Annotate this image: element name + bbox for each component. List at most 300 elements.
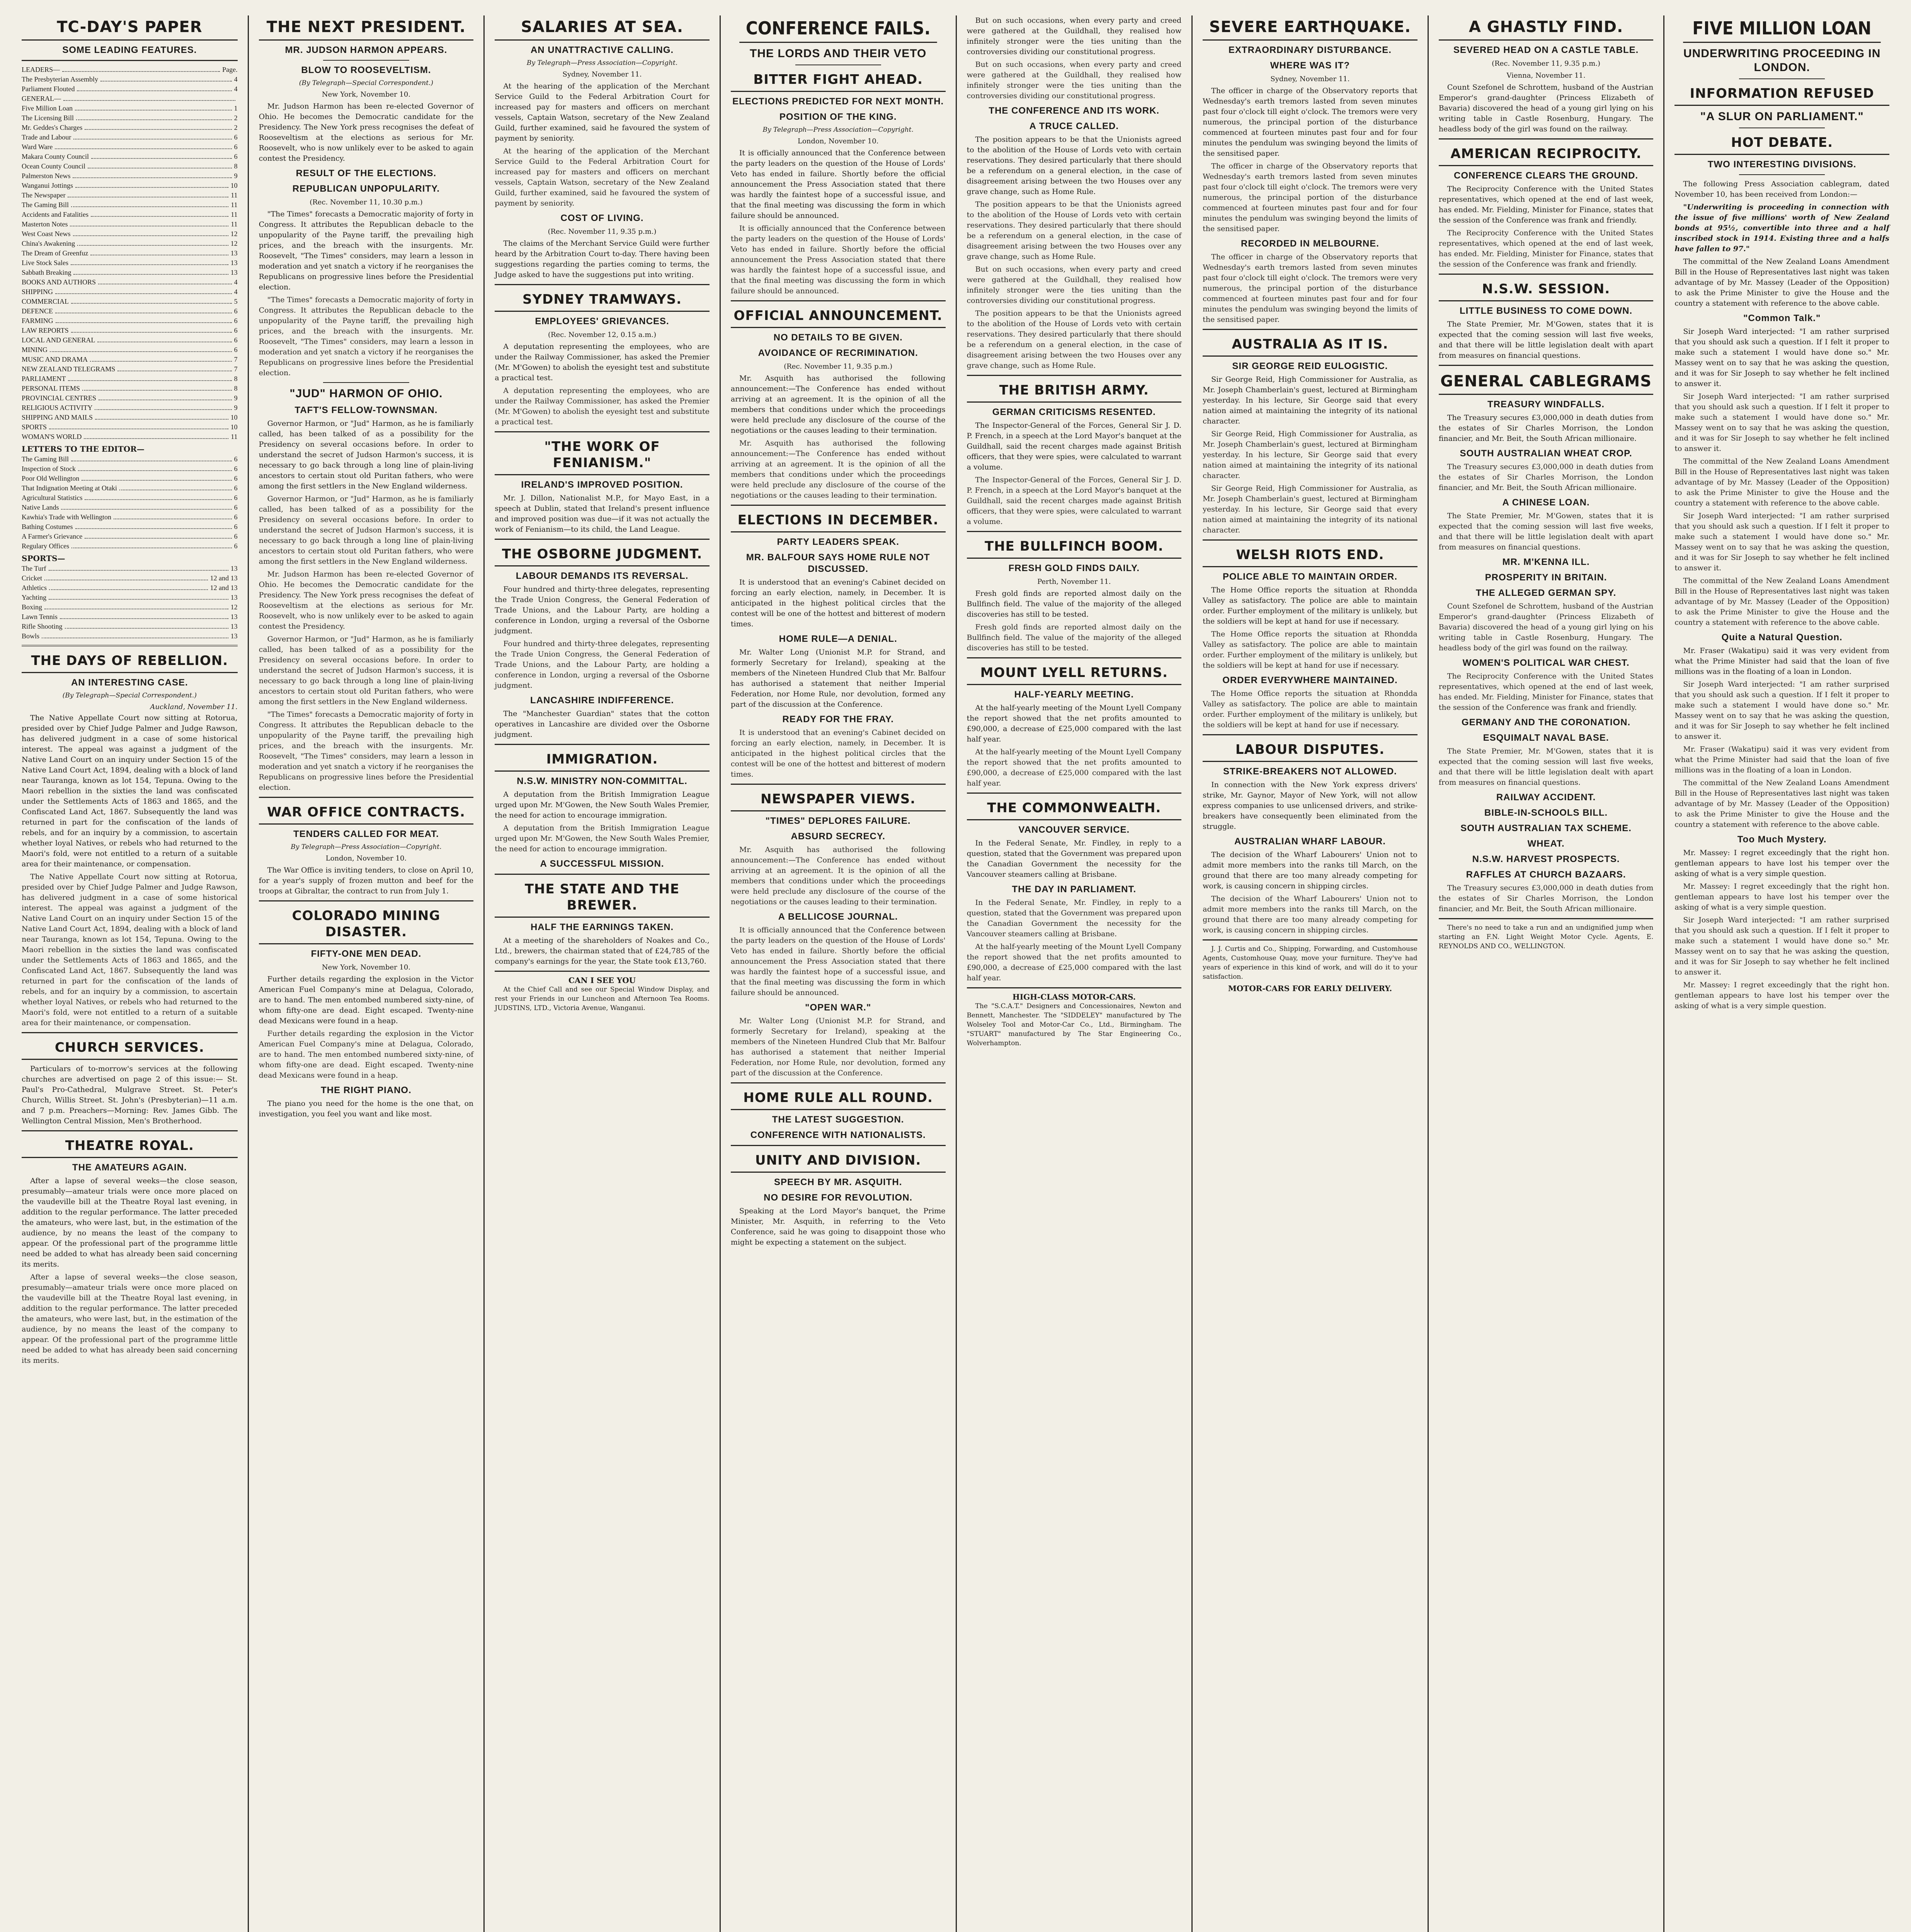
theatre-article-cont: After a lapse of several weeks—the close season, presumably—amateur trials were once more placed on the vaudeville bill at the Theatre Royal last evening, in addition to the regular performance. The latter preceded the amateurs, who were last, but, in the estimation of the audience, by no means the least of the company to appear. Of the professional part of the programme little need be added to what has already been said concerning its merits. xyxy=(22,1273,238,1365)
index-row xyxy=(22,239,238,248)
ghastly-sub: SEVERED HEAD ON A CASTLE TABLE. xyxy=(1453,45,1639,55)
index-page: 2 xyxy=(234,114,238,122)
index-label: SPORTS xyxy=(22,423,47,431)
lyell-sub: HALF-YEARLY MEETING. xyxy=(1014,689,1134,700)
index-label: Live Stock Sales xyxy=(22,259,68,267)
army-text-cont: The Inspector-General of the Forces, General Sir J. D. P. French, in a speech at the Lord Mayor's banquet at the Guildhall, said the recent charges made against British officers, that they were spies, were calculated to warrant a volume. xyxy=(967,476,1182,526)
elections-sub: PARTY LEADERS SPEAK. xyxy=(777,537,899,547)
index-row xyxy=(22,532,238,541)
curtis-ad: J. J. Curtis and Co., Shipping, Forwarding, and Customhouse Agents, Customhouse Quay, move your furniture. They've had years of experience in this kind of work, and will do it to your satisfaction. xyxy=(1203,945,1418,981)
index-row xyxy=(22,393,238,403)
index-row xyxy=(22,602,238,612)
leader-dots xyxy=(75,181,228,188)
colorado-text: Further details regarding the explosion in the Victor American Fuel Company's mine at Delagua, Colorado, are to hand. The men entombed numbered sixty-nine, of whom fifty-one are dead. Eight escaped. Twenty-nine dead Mexicans were found in a heap. xyxy=(259,975,474,1025)
loan-text-3-cont-2: Mr. Fraser (Wakatipu) said it was very evident from what the Prime Minister had said that the loan of five millions was in the floating of a loan in London. xyxy=(1674,745,1889,774)
esq-text: The State Premier, Mr. M'Gowen, states that it is expected that the coming session will last five weeks, and that there will be little legislation dealt with apart from measures on financial questions. xyxy=(1438,747,1654,787)
index-page: 4 xyxy=(234,288,238,296)
loan-sub-3: "A SLUR ON PARLIAMENT." xyxy=(1700,110,1864,123)
leader-dots xyxy=(71,297,232,304)
salaries-sub: AN UNATTRACTIVE CALLING. xyxy=(530,45,674,55)
leader-dots xyxy=(71,326,232,333)
loan-sub-1: UNDERWRITING PROCEEDING IN LONDON. xyxy=(1683,47,1881,74)
index-row xyxy=(22,403,238,413)
index-page: 13 xyxy=(230,249,238,257)
index-row xyxy=(22,493,238,503)
conference-byline: By Telegraph—Press Association—Copyright. xyxy=(762,126,914,134)
index-page: 6 xyxy=(234,494,238,502)
contents-index xyxy=(22,65,238,442)
round-sub: THE LATEST SUGGESTION. xyxy=(772,1114,904,1125)
president-sub-3: RESULT OF THE ELECTIONS. xyxy=(296,168,437,179)
chinese-sub: A CHINESE LOAN. xyxy=(1502,497,1590,508)
index-page: 12 and 13 xyxy=(210,574,238,582)
salaries-place: Sydney, November 11. xyxy=(562,70,642,78)
brewer-text: At a meeting of the shareholders of Noakes and Co., Ltd., brewers, the chairman stated that of £24,785 of the company's earnings for the year, the State took £13,760. xyxy=(495,936,710,966)
lanc-sub: LANCASHIRE INDIFFERENCE. xyxy=(530,695,674,706)
official-sub: NO DETAILS TO BE GIVEN. xyxy=(773,332,903,343)
sports-heading: SPORTS— xyxy=(22,554,65,563)
index-row xyxy=(22,345,238,355)
common-talk-sub: "Common Talk." xyxy=(1743,313,1821,323)
war-heading: WAR OFFICE CONTRACTS. xyxy=(259,802,474,825)
loan-quote: "Underwriting is proceeding in connection with the issue of five millions' worth of New Zealand bonds at 95½, convertible into three and a half inscribed stock in 1914. Existing three and a halfs have fallen to 97." xyxy=(1674,203,1889,253)
fenian-text: Mr. J. Dillon, Nationalist M.P., for Mayo East, in a speech at Dublin, stated that Ireland's present influence and improved position was due—if it was not actually the work of Fenianism—to its child, the Land League. xyxy=(495,494,710,534)
welsh-heading: WELSH RIOTS END. xyxy=(1203,544,1418,567)
index-label: PARLIAMENT xyxy=(22,375,66,383)
esq-sub: ESQUIMALT NAVAL BASE. xyxy=(1483,733,1609,743)
recip-text: The Reciprocity Conference with the United States representatives, which opened at the end of last week, has ended. Mr. Fielding, Minister for Finance, states that the session of the Conference was frank and friendly. xyxy=(1438,185,1654,224)
harmon-sub-2: TAFT'S FELLOW-TOWNSMAN. xyxy=(294,405,438,415)
common-text: In the Federal Senate, Mr. Findley, in reply to a question, stated that the Government was prepared upon the Canadian Government the necessity for the Vancouver steamers calling at Brisbane. xyxy=(967,839,1182,879)
leader-dots xyxy=(97,335,231,342)
brewer-sub: HALF THE EARNINGS TAKEN. xyxy=(530,922,674,932)
index-label: China's Awakening xyxy=(22,240,75,247)
wheat-sub: WHEAT. xyxy=(1527,838,1565,849)
prosper-sub: PROSPERITY IN BRITAIN. xyxy=(1485,572,1607,583)
column-1 xyxy=(12,15,248,1932)
index-row xyxy=(22,277,238,287)
leader-dots xyxy=(68,190,228,197)
ghastly-rec: (Rec. November 11, 9.35 p.m.) xyxy=(1492,60,1601,68)
index-row xyxy=(22,171,238,181)
index-row xyxy=(22,75,238,84)
harmon-text: Governor Harmon, or "Jud" Harmon, as he is familiarly called, has been talked of as a possibility for the Presidency on several occasions before. In order to understand the secret of Judson Harmon's success, it is necessary to go back through a long line of plain-living ancestors to certain stout old Puritan fathers, who were among the first settlers in the New England wilderness. xyxy=(259,419,474,490)
index-label: COMMERCIAL xyxy=(22,298,69,305)
index-label: The Presbyterian Assembly xyxy=(22,75,98,83)
index-label: WOMAN'S WORLD xyxy=(22,433,82,440)
labour-text: In connection with the New York express drivers' strike, Mr. Gaynor, Mayor of New York, will not allow express companies to use unlicensed drivers, and strike-breakers have consequently been eliminated from the struggle. xyxy=(1203,781,1418,831)
newspaper-heading: NEWSPAPER VIEWS. xyxy=(731,789,946,811)
index-page: 6 xyxy=(234,465,238,473)
unity-text-cont-2: But on such occasions, when every party and creed were gathered at the Guildhall, they realised how infinitely stronger were the ties uniting than the controversies dividing our constitutional progress. xyxy=(967,60,1182,100)
index-label: The Gaming Bill xyxy=(22,455,69,463)
aust-sub: SIR GEORGE REID EULOGISTIC. xyxy=(1232,361,1388,371)
living-rec: (Rec. November 11, 9.35 p.m.) xyxy=(548,228,657,236)
rebellion-heading: THE DAYS OF REBELLION. xyxy=(22,650,238,673)
index-label: The Turf xyxy=(22,565,46,572)
index-label: The Gaming Bill xyxy=(22,201,69,209)
piano-sub: THE RIGHT PIANO. xyxy=(321,1085,412,1095)
lyell-text: At the half-yearly meeting of the Mount Lyell Company the report showed that the net profits amounted to £90,000, a decrease of £25,000 compared with the last half year. xyxy=(967,704,1182,743)
ready-sub: READY FOR THE FRAY. xyxy=(782,714,894,724)
cable-heading: GENERAL CABLEGRAMS xyxy=(1439,370,1654,395)
leader-dots xyxy=(49,583,208,590)
newspaper-text: Mr. Asquith has authorised the following announcement:—The Conference has ended without arriving at an agreement. It is the opinion of all the members that conditions under which the proceedings were held preclude any disclosure of the course of the negotiations or the causes leading to their termination. xyxy=(730,845,946,906)
loan-text-2-cont-3: Sir Joseph Ward interjected: "I am rather surprised that you should ask such a question. If I felt it proper to make such a statement I would have done so." Mr. Massey went on to say that he was asking the question, and it was for Sir Joseph to say whether he felt inclined to answer it. xyxy=(1674,512,1889,572)
president-text-1: Mr. Judson Harmon has been re-elected Governor of Ohio. He becomes the Democratic candidate for the Presidency. The New York press recognises the defeat of Rooseveltism at the elections as serious for Mr. Roosevelt, who is now unlikely ever to be asked to again contest the Presidency. xyxy=(259,102,474,163)
index-row xyxy=(22,541,238,551)
salaries-byline: By Telegraph—Press Association—Copyright. xyxy=(526,59,678,67)
melb-sub: RECORDED IN MELBOURNE. xyxy=(1241,238,1379,249)
bellicose-text: It is officially announced that the Conference between the party leaders on the question of the House of Lords' Veto has ended in failure. Shortly before the official announcement the Press Association stated that there was hardly the faintest hope of a successful issue, and that the final meeting was discussing the form in which failure should be announced. xyxy=(730,926,946,997)
bullfinch-text: Fresh gold finds are reported almost daily on the Bullfinch field. The value of the majority of the alleged discoveries has still to be tested. xyxy=(967,589,1182,619)
index-row xyxy=(22,123,238,133)
index-page: 12 and 13 xyxy=(210,584,238,592)
truce-text: The position appears to be that the Unionists agreed to the abolition of the House of Lords veto with certain reservations. They desired particularly that there should be a referendum on a general election, in the case of disagreement arising between the two Houses over any grave change, such as Home Rule. xyxy=(967,135,1182,196)
index-label: The Dream of Greenfuz xyxy=(22,249,88,257)
piano-text: The piano you need for the home is the one that, on investigation, you feel you want and like most. xyxy=(259,1099,474,1118)
raffles-text: The Treasury secures £3,000,000 in death duties from the estates of Sir Charles Morrison, the London financier, and Mr. Beit, the South African millionaire. xyxy=(1438,884,1654,913)
conference-place: London, November 10. xyxy=(797,137,879,145)
war-place: London, November 10. xyxy=(325,854,407,862)
leader-dots xyxy=(117,364,231,371)
leader-dots xyxy=(55,142,231,149)
ad-title: CAN I SEE YOU xyxy=(568,976,636,985)
motor-text: The "S.C.A.T." Designers and Concessionaires, Newton and Bennett, Manchester. The "SIDDELEY" manufactured by The Wolseley Tool and Motor-Car Co., Ltd., Birmingham. The "STUART" manufactured by The Star Engineering Co., Wolverhampton. xyxy=(967,1002,1182,1047)
unity-sub-2: NO DESIRE FOR REVOLUTION. xyxy=(764,1192,913,1203)
church-article: Particulars of to-morrow's services at the following churches are advertised on page 2 of this issue:— St. Paul's Pro-Cathedral, Mulgrave Street. St. Peter's Church, Willis Street. St. John's (Presbyterian)—11 a.m. and 7 p.m. Preachers—Morning: Rev. James Gibb. The Wellington Central Mission, Men's Brotherhood. xyxy=(22,1065,238,1125)
mission-sub: A SUCCESSFUL MISSION. xyxy=(540,859,664,869)
index-label: LAW REPORTS xyxy=(22,327,69,334)
leader-dots xyxy=(49,593,228,600)
newspaper-sub-2: ABSURD SECRECY. xyxy=(791,831,885,842)
salaries-text: At the hearing of the application of the Merchant Service Guild to the Federal Arbitration Court for increased pay for masters and officers on merchant vessels, Captain Watson, secretary of the New Zealand Guild, further examined, said he favoured the system of payment by seniority. xyxy=(495,82,710,143)
harmon-text-cont-1: Governor Harmon, or "Jud" Harmon, as he is familiarly called, has been talked of as a possibility for the Presidency on several occasions before. In order to understand the secret of Judson Harmon's success, it is necessary to go back through a long line of plain-living ancestors to certain stout old Puritan fathers, who were among the first settlers in the New England wilderness. xyxy=(259,495,474,566)
index-label: Masterton Notes xyxy=(22,220,68,228)
army-text: The Inspector-General of the Forces, General Sir J. D. P. French, in a speech at the Lord Mayor's banquet at the Guildhall, said the recent charges made against British officers, that they were spies, were calculated to warrant a volume. xyxy=(967,421,1182,471)
index-page: 7 xyxy=(234,365,238,373)
index-row xyxy=(22,219,238,229)
leader-dots xyxy=(71,541,231,548)
elections-sub-2: MR. BALFOUR SAYS HOME RULE NOT DISCUSSED. xyxy=(746,552,930,574)
index-row xyxy=(22,316,238,326)
aust-text-cont-1: Sir George Reid, High Commissioner for Australia, as Mr. Joseph Chamberlain's guest, lectured at Birmingham yesterday. In his lecture, Sir George said that every nation aimed at maintaining the integrity of its national character. xyxy=(1203,430,1418,480)
official-sub-2: AVOIDANCE OF RECRIMINATION. xyxy=(758,348,918,358)
index-label: SHIPPING xyxy=(22,288,53,296)
lanc-text: The "Manchester Guardian" states that the cotton operatives in Lancashire are divided over the Osborne judgment. xyxy=(495,709,710,739)
index-label: Mr. Geddes's Charges xyxy=(22,124,83,131)
index-row xyxy=(22,564,238,573)
quake-text-cont: The officer in charge of the Observatory reports that Wednesday's earth tremors lasted from seven minutes past four o'clock till eight o'clock. The tremors were very numerous, the principal portion of the disturbance commenced at fourteen minutes past four and for four minutes the pendulum was swinging beyond the limits of the sensitised paper. xyxy=(1203,162,1418,233)
index-page: 6 xyxy=(234,532,238,540)
elections-heading: ELECTIONS IN DECEMBER. xyxy=(731,510,946,532)
index-row xyxy=(22,454,238,464)
raffles-sub: RAFFLES AT CHURCH BAZAARS. xyxy=(1466,869,1626,880)
index-row xyxy=(22,622,238,631)
index-page: 13 xyxy=(230,259,238,267)
president-sub-2: BLOW TO ROOSEVELTISM. xyxy=(301,65,431,75)
loan-sub-4: HOT DEBATE. xyxy=(1674,132,1889,155)
index-page: 12 xyxy=(230,240,238,247)
welsh-text-cont: The Home Office reports the situation at Rhondda Valley as satisfactory. The police are able to maintain order. Further employment of the military is unlikely, but the soldiers will be kept at hand for use if necessary. xyxy=(1203,630,1418,670)
homerule-text: Mr. Walter Long (Unionist M.P. for Strand, and formerly Secretary for Ireland), speaking at the members of the Nineteen Hundred Club that Mr. Balfour has authorised a statement that neither Imperial Federation, nor Home Rule, nor devolution, formed any part of the discussion at the Conference. xyxy=(730,648,946,709)
leader-dots xyxy=(61,503,231,510)
ad-text: At the Chief Call and see our Special Window Display, and rest your Friends in our Luncheon and Afternoon Tea Rooms. JUDSTINS, LTD., Victoria Avenue, Wanganui. xyxy=(495,986,710,1012)
todays-paper-heading: TC-DAY'S PAPER xyxy=(22,15,238,41)
unity-text-cont: But on such occasions, when every party and creed were gathered at the Guildhall, they realised how infinitely stronger were the ties uniting than the controversies dividing our constitutional progress. xyxy=(967,16,1182,56)
loan-text-2: Sir Joseph Ward interjected: "I am rather surprised that you should ask such a question. If I felt it proper to make such a statement I would have done so." Mr. Massey went on to say that he was asking the question, and it was for Sir Joseph to say whether he felt inclined to answer it. xyxy=(1674,327,1889,388)
leader-dots xyxy=(77,84,231,91)
loan-text-4: Mr. Massey: I regret exceedingly that the right hon. gentleman appears to have lost his temper over the asking of what is a very simple question. xyxy=(1674,849,1889,878)
index-page: 4 xyxy=(234,278,238,286)
war-sub: TENDERS CALLED FOR MEAT. xyxy=(293,829,439,839)
index-page: 6 xyxy=(234,317,238,325)
tram-text: A deputation representing the employees, who are under the Railway Commissioner, has asked the Premier (Mr. M'Gowen) to abolish the eyesight test and substitute a practical test. xyxy=(495,342,710,382)
loan-text-3-cont-3: The committal of the New Zealand Loans Amendment Bill in the House of Representatives last night was taken advantage of by Mr. Massey (Leader of the Opposition) to ask the Prime Minister to give the House and the country a statement with reference to the above cable. xyxy=(1674,779,1889,829)
order-text: The Home Office reports the situation at Rhondda Valley as satisfactory. The police are able to maintain order. Further employment of the military is unlikely, but the soldiers will be kept at hand for use if necessary. xyxy=(1203,689,1418,729)
chinese-text: The State Premier, Mr. M'Gowen, states that it is expected that the coming session will last five weeks, and that there will be little legislation dealt with apart from measures on financial questions. xyxy=(1438,512,1654,551)
index-page: 12 xyxy=(230,603,238,611)
fenian-sub: IRELAND'S IMPROVED POSITION. xyxy=(521,480,683,490)
index-page: 5 xyxy=(234,298,238,305)
tram-rec: (Rec. November 12, 0.15 a.m.) xyxy=(548,331,657,339)
fenian-heading: "THE WORK OF FENIANISM." xyxy=(495,436,710,475)
leader-dots xyxy=(84,432,228,439)
lyell-text-cont: At the half-yearly meeting of the Mount Lyell Company the report showed that the net profits amounted to £90,000, a decrease of £25,000 compared with the last half year. xyxy=(967,748,1182,787)
index-page: 9 xyxy=(234,172,238,180)
truce-text-cont-2: But on such occasions, when every party and creed were gathered at the Guildhall, they realised how infinitely stronger were the ties uniting than the controversies dividing our constitutional progress. xyxy=(967,265,1182,305)
kenna-sub: MR. M'KENNA ILL. xyxy=(1502,557,1590,567)
index-page: 13 xyxy=(230,622,238,630)
unity-text: Speaking at the Lord Mayor's banquet, the Prime Minister, Mr. Asquith, in referring to the Veto Conference, said he was going to disappoint those who might be expecting a statement on the subject. xyxy=(730,1207,946,1247)
loan-text-2-cont-1: Sir Joseph Ward interjected: "I am rather surprised that you should ask such a question. If I felt it proper to make such a statement I would have done so." Mr. Massey went on to say that he was asking the question, and it was for Sir Joseph to say whether he felt inclined to answer it. xyxy=(1674,392,1889,453)
welsh-sub: POLICE ABLE TO MAINTAIN ORDER. xyxy=(1222,571,1398,582)
osborne-heading: THE OSBORNE JUDGMENT. xyxy=(495,544,710,566)
leader-dots xyxy=(68,374,231,381)
leader-dots xyxy=(63,94,235,101)
openwar-sub: "OPEN WAR." xyxy=(805,1002,871,1013)
leader-dots xyxy=(75,522,232,529)
quake-heading: SEVERE EARTHQUAKE. xyxy=(1203,15,1418,41)
harmon-text-cont-2: Mr. Judson Harmon has been re-elected Governor of Ohio. He becomes the Democratic candidate for the Presidency. The New York press recognises the defeat of Rooseveltism at the elections as serious for Mr. Roosevelt, who is now unlikely ever to be asked to again contest the Presidency. xyxy=(259,570,474,631)
index-row xyxy=(22,104,238,113)
index-row xyxy=(22,152,238,162)
index-label: MUSIC AND DRAMA xyxy=(22,355,88,363)
index-row xyxy=(22,142,238,152)
index-row xyxy=(22,229,238,239)
index-label: Trade and Labour xyxy=(22,133,71,141)
leader-dots xyxy=(85,493,231,500)
index-label: Boxing xyxy=(22,603,43,611)
bullfinch-sub: FRESH GOLD FINDS DAILY. xyxy=(1008,563,1140,573)
index-label: Parliament Flouted xyxy=(22,85,75,93)
leader-dots xyxy=(95,413,228,420)
index-label: Regulary Offices xyxy=(22,542,70,550)
harmon-text-cont-3: Governor Harmon, or "Jud" Harmon, as he is familiarly called, has been talked of as a possibility for the Presidency on several occasions before. In order to understand the secret of Judson Harmon's success, it is necessary to go back through a long line of plain-living ancestors to certain stout old Puritan fathers, who were among the first settlers in the New England wilderness. xyxy=(259,635,474,706)
index-row xyxy=(22,503,238,512)
index-page: 13 xyxy=(230,269,238,276)
index-page: 10 xyxy=(230,182,238,189)
conference-sub-4: POSITION OF THE KING. xyxy=(779,112,897,122)
letters-heading: LETTERS TO THE EDITOR— xyxy=(22,444,145,454)
elections-text: It is understood that an evening's Cabinet decided on forcing an early election, namely, in December. It is anticipated in the highest political circles that the contest will be one of the hottest and bitterest of modern times. xyxy=(730,578,946,628)
column-5 xyxy=(956,15,1192,1932)
immig-text: A deputation from the British Immigration League urged upon Mr. M'Gowen, the New South Wales Premier, the need for action to encourage immigration. xyxy=(495,790,710,820)
truce-sub: A TRUCE CALLED. xyxy=(1029,121,1119,131)
leader-dots xyxy=(114,512,232,519)
leader-dots xyxy=(76,113,232,120)
index-row xyxy=(22,248,238,258)
index-row xyxy=(22,464,238,474)
immig-sub: N.S.W. MINISTRY NON-COMMITTAL. xyxy=(517,776,687,786)
index-row xyxy=(22,374,238,384)
bullfinch-place: Perth, November 11. xyxy=(1037,578,1111,586)
leader-dots xyxy=(82,474,231,481)
index-page: 13 xyxy=(230,565,238,572)
index-label: West Coast News xyxy=(22,230,71,238)
leader-dots xyxy=(73,133,231,139)
round-heading: HOME RULE ALL ROUND. xyxy=(731,1087,946,1110)
index-row xyxy=(22,113,238,123)
bullfinch-text-cont: Fresh gold finds are reported almost daily on the Bullfinch field. The value of the majority of the alleged discoveries has still to be tested. xyxy=(967,623,1182,652)
leader-dots xyxy=(90,248,228,255)
rebellion-article-cont: The Native Appellate Court now sitting at Rotorua, presided over by Chief Judge Palmer and Judge Rawson, has delivered judgment in a case of some historical interest. The appeal was against a judgment of the Native Land Court on an inquiry under Section 15 of the Native Land Court Act, 1894, dealing with a block of land near Tauranga, known as lot 154, Tepuna. Owing to the Maori rebellion in the sixties the land was confiscated under the Settlements Acts of 1863 and 1865, and the Confiscated Land Act, 1867. Subsequently the land was returned in part for the confiscation of the lands of rebels, and for an inquiry by a commission, to ascertain whether loyal Natives, or rebels who had returned to the Maori's fold, were not entitled to a return of a suitable area for their maintenance, or compensation. xyxy=(22,872,238,1027)
leader-dots xyxy=(44,602,228,609)
index-page: 6 xyxy=(234,346,238,354)
bible-sub: BIBLE-IN-SCHOOLS BILL. xyxy=(1484,808,1608,818)
quake-text: The officer in charge of the Observatory reports that Wednesday's earth tremors lasted from seven minutes past four o'clock till eight o'clock. The tremors were very numerous, the principal portion of the disturbance commenced at fourteen minutes past four and for four minutes the pendulum was swinging beyond the limits of the sensitised paper. xyxy=(1203,87,1418,158)
sa-wheat-sub: SOUTH AUSTRALIAN WHEAT CROP. xyxy=(1460,448,1632,459)
index-page: 6 xyxy=(234,503,238,511)
aust-text: Sir George Reid, High Commissioner for Australia, as Mr. Joseph Chamberlain's guest, lectured at Birmingham yesterday. In his lecture, Sir George said that every nation aimed at maintaining the integrity of its national character. xyxy=(1203,375,1418,425)
wharf-sub: AUSTRALIAN WHARF LABOUR. xyxy=(1234,836,1386,847)
colorado-text-cont: Further details regarding the explosion in the Victor American Fuel Company's mine at Delagua, Colorado, are to hand. The men entombed numbered sixty-nine, of whom fifty-one are dead. Eight escaped. Twenty-nine dead Mexicans were found in a heap. xyxy=(259,1029,474,1080)
rebellion-place: Auckland, November 11. xyxy=(150,703,238,711)
index-label: Accidents and Fatalities xyxy=(22,211,88,218)
quake-place: Sydney, November 11. xyxy=(1270,75,1350,83)
war-byline: By Telegraph—Press Association—Copyright. xyxy=(291,843,442,851)
index-row xyxy=(22,210,238,219)
osborne-sub: LABOUR DEMANDS ITS REVERSAL. xyxy=(516,571,689,581)
treasury-sub: TREASURY WINDFALLS. xyxy=(1487,399,1605,410)
column-3 xyxy=(483,15,720,1932)
index-label: Agricultural Statistics xyxy=(22,494,83,502)
president-place: New York, November 10. xyxy=(322,90,411,99)
aust-text-cont-2: Sir George Reid, High Commissioner for Australia, as Mr. Joseph Chamberlain's guest, lectured at Birmingham yesterday. In his lecture, Sir George said that every nation aimed at maintaining the integrity of its national character. xyxy=(1203,484,1418,534)
index-row xyxy=(22,287,238,297)
day-text-1: In the Federal Senate, Mr. Findley, in reply to a question, stated that the Government was prepared upon the Canadian Government the necessity for the Vancouver steamers calling at Brisbane. xyxy=(967,898,1182,938)
germany-sub: GERMANY AND THE CORONATION. xyxy=(1461,717,1631,728)
index-page: 13 xyxy=(230,613,238,621)
index-label: Palmerston News xyxy=(22,172,71,180)
index-label: BOOKS AND AUTHORS xyxy=(22,278,96,286)
leader-dots xyxy=(85,532,231,539)
index-row xyxy=(22,268,238,277)
unity-heading: UNITY AND DIVISION. xyxy=(731,1150,946,1173)
quake-sub-2: WHERE WAS IT? xyxy=(1270,60,1350,71)
theatre-heading: THEATRE ROYAL. xyxy=(22,1135,238,1158)
living-text: The claims of the Merchant Service Guild were further heard by the Arbitration Court to-day. There having been suggestions regarding the parties coming to terms, the Judge asked to have the suggestions put into writing. xyxy=(495,239,710,279)
index-label: Wanganui Jottings xyxy=(22,182,73,189)
index-label: GENERAL— xyxy=(22,95,61,102)
spy-text: Count Szefonel de Schrottem, husband of the Austrian Emperor's grand-daughter (Princess Elizabeth of Bavaria) discovered the head of a young girl lying on his writing table in Castle Rosenburg, Hungary. The headless body of the girl was found on the railway. xyxy=(1438,602,1654,652)
leader-dots xyxy=(60,612,228,619)
loan-text-4-cont-1: Mr. Massey: I regret exceedingly that the right hon. gentleman appears to have lost his temper over the asking of what is a very simple question. xyxy=(1674,882,1889,912)
aust-heading: AUSTRALIA AS IT IS. xyxy=(1203,334,1418,357)
loan-text-2-cont-2: The committal of the New Zealand Loans Amendment Bill in the House of Representatives last night was taken advantage of by Mr. Massey (Leader of the Opposition) to ask the Prime Minister to give the House and the country a statement with reference to the above cable. xyxy=(1674,457,1889,507)
index-page: 11 xyxy=(231,211,238,218)
leader-dots xyxy=(44,573,208,580)
column-2 xyxy=(248,15,484,1932)
official-text: Mr. Asquith has authorised the following announcement:—The Conference has ended without arriving at an agreement. It is the opinion of all the members that conditions under which the proceedings were held preclude any disclosure of the course of the negotiations or the causes leading to their termination. xyxy=(730,374,946,435)
index-row xyxy=(22,593,238,602)
index-row xyxy=(22,306,238,316)
ghastly-text: Count Szefonel de Schrottem, husband of the Austrian Emperor's grand-daughter (Princess Elizabeth of Bavaria) discovered the head of a young girl lying on his writing table in Castle Rosenburg, Hungary. The headless body of the girl was found on the railway. xyxy=(1438,83,1654,133)
recip-heading: AMERICAN RECIPROCITY. xyxy=(1439,143,1654,166)
loan-text-3: Mr. Fraser (Wakatipu) said it was very evident from what the Prime Minister had said that the loan of five millions was in the floating of a loan in London. xyxy=(1674,646,1889,676)
index-page: 8 xyxy=(234,375,238,383)
index-row xyxy=(22,355,238,364)
index-row xyxy=(22,297,238,306)
women-text: The Reciprocity Conference with the United States representatives, which opened at the end of last week, has ended. Mr. Fielding, Minister for Finance, states that the session of the Conference was frank and friendly. xyxy=(1438,672,1654,712)
openwar-text: Mr. Walter Long (Unionist M.P. for Strand, and formerly Secretary for Ireland), speaking at the members of the Nineteen Hundred Club that Mr. Balfour has authorised a statement that neither Imperial Federation, nor Home Rule, nor devolution, formed any part of the discussion at the Conference. xyxy=(730,1017,946,1077)
conference-sub-2: BITTER FIGHT AHEAD. xyxy=(731,69,946,92)
sa-wheat-text: The Treasury secures £3,000,000 in death duties from the estates of Sir Charles Morrison, the London financier, and Mr. Beit, the South African millionaire. xyxy=(1438,463,1654,492)
truce-text-cont-1: The position appears to be that the Unionists agreed to the abolition of the House of Lords veto with certain reservations. They desired particularly that there should be a referendum on a general election, in the case of disagreement arising between the two Houses over any grave change, such as Home Rule. xyxy=(967,200,1182,261)
index-page: 10 xyxy=(230,423,238,431)
column-4 xyxy=(720,15,956,1932)
index-label: Athletics xyxy=(22,584,47,592)
leader-dots xyxy=(49,564,228,571)
common-sub: VANCOUVER SERVICE. xyxy=(1018,825,1130,835)
index-row xyxy=(22,364,238,374)
index-page: 4 xyxy=(234,75,238,83)
leader-dots xyxy=(91,152,232,159)
index-row xyxy=(22,84,238,94)
index-row xyxy=(22,181,238,190)
colorado-sub: FIFTY-ONE MEN DEAD. xyxy=(311,949,422,959)
index-label: Bathing Costumes xyxy=(22,523,73,531)
index-page: 11 xyxy=(231,220,238,228)
leader-dots xyxy=(71,454,232,461)
salaries-text-cont: At the hearing of the application of the Merchant Service Guild to the Federal Arbitration Court for increased pay for masters and officers on merchant vessels, Captain Watson, secretary of the New Zealand Guild, further examined, said he favoured the system of payment by seniority. xyxy=(495,147,710,207)
official-text-cont: Mr. Asquith has authorised the following announcement:—The Conference has ended without arriving at an agreement. It is the opinion of all the members that conditions under which the proceedings were held preclude any disclosure of the course of the negotiations or the causes leading to their termination. xyxy=(730,439,946,500)
rebellion-byline: (By Telegraph—Special Correspondent.) xyxy=(62,692,197,699)
index-label: Inspection of Stock xyxy=(22,465,76,473)
index-label: LEADERS— xyxy=(22,66,60,73)
index-page: 13 xyxy=(230,594,238,601)
bellicose-sub: A BELLICOSE JOURNAL. xyxy=(778,912,898,922)
index-page: 12 xyxy=(230,230,238,238)
index-page: 6 xyxy=(234,133,238,141)
labour-heading: LABOUR DISPUTES. xyxy=(1203,739,1418,762)
natural-sub: Quite a Natural Question. xyxy=(1721,632,1843,643)
conference-sub-3: ELECTIONS PREDICTED FOR NEXT MONTH. xyxy=(732,96,944,107)
loan-text-2-cont-4: The committal of the New Zealand Loans Amendment Bill in the House of Representatives last night was taken advantage of by Mr. Massey (Leader of the Opposition) to ask the Prime Minister to give the House and the country a statement with reference to the above cable. xyxy=(1674,577,1889,627)
leader-dots xyxy=(50,345,232,352)
living-sub: COST OF LIVING. xyxy=(560,213,644,223)
index-row xyxy=(22,162,238,171)
leader-dots xyxy=(73,268,228,275)
recip-text-cont: The Reciprocity Conference with the United States representatives, which opened at the end of last week, has ended. Mr. Fielding, Minister for Finance, states that the session of the Conference was frank and friendly. xyxy=(1438,229,1654,269)
index-row xyxy=(22,190,238,200)
leader-dots xyxy=(56,316,232,323)
index-page: 6 xyxy=(234,327,238,334)
index-page: 9 xyxy=(234,404,238,412)
index-row xyxy=(22,432,238,442)
leader-dots xyxy=(98,277,232,284)
tram-sub: EMPLOYEES' GRIEVANCES. xyxy=(535,316,669,327)
